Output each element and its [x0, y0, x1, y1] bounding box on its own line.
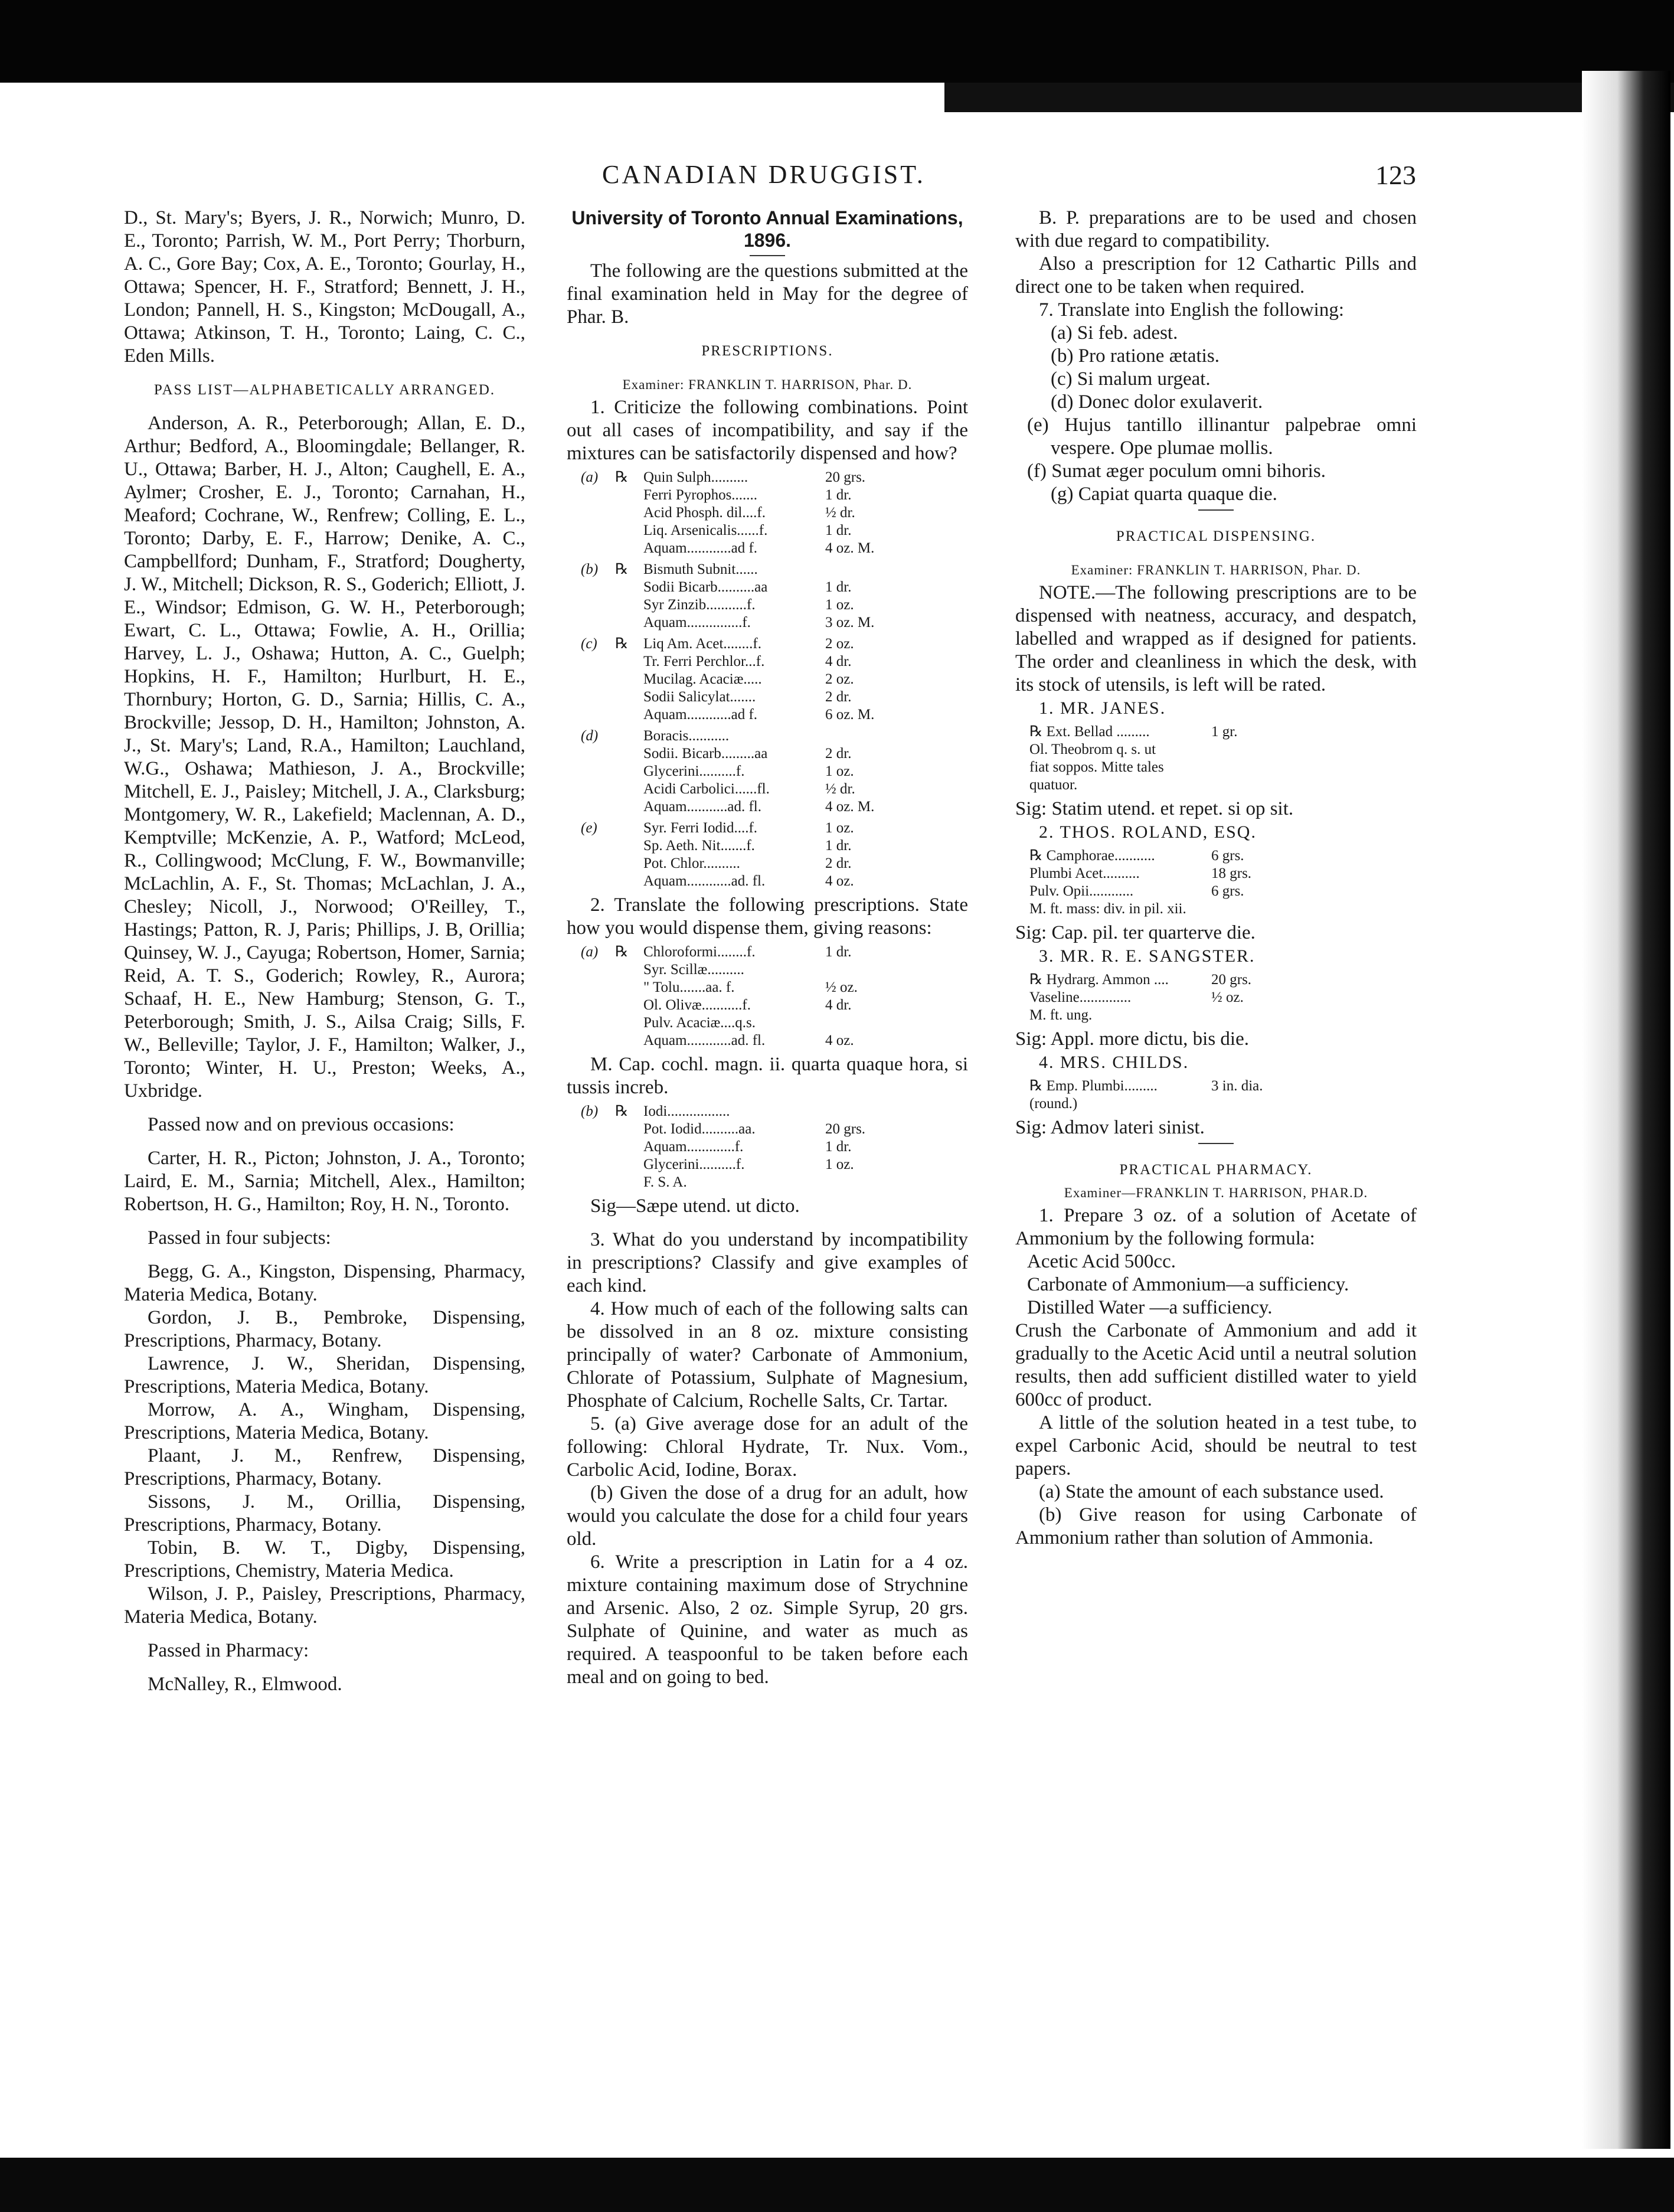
pharmacy-list: McNalley, R., Elmwood. [148, 1674, 342, 1695]
scan-border-top [0, 0, 1674, 83]
translation-item: (f) Sumat æger poculum omni bihoris. [1027, 460, 1326, 482]
prescription-1b: (b) ℞ Bismuth Subnit...... Sodii Bicarb..........aa 1 dr. Syr Zinzib...........f. 1 oz. Aquam...............f. 3 oz. M. [581, 561, 875, 630]
dispensing-1-prescription: ℞ Ext. Bellad ......... 1 gr. Ol. Theobrom q. s. ut fiat soppos. Mitte tales quatuor. [1029, 724, 1238, 793]
question-7-items [1027, 322, 1417, 506]
bp-note: B. P. preparations are to be used and chosen with due regard to compatibility. [1015, 207, 1417, 251]
translation-item: (d) Donec dolor exulaverit. [1051, 391, 1263, 413]
four-subjects-entry: Lawrence, J. W., Sheridan, Dispensing, Prescriptions, Materia Medica, Botany. [124, 1353, 525, 1397]
column-2 [567, 207, 968, 1689]
section-heading: PRACTICAL PHARMACY. [1119, 1162, 1313, 1178]
cathartic-note: Also a prescription for 12 Cathartic Pills and direct one to be taken when required. [1015, 253, 1417, 298]
translation-item: (b) Pro ratione ætatis. [1051, 345, 1219, 367]
formula-item: Acetic Acid 500cc. [1027, 1251, 1176, 1272]
page-number: 123 [1375, 160, 1416, 190]
examiner-line: Examiner—FRANKLIN T. HARRISON, PHAR.D. [1064, 1185, 1368, 1200]
prescription-2b-directions: Sig—Sæpe utend. ut dicto. [590, 1195, 800, 1217]
dispensing-2-sig: Sig: Cap. pil. ter quarterve die. [1015, 922, 1256, 943]
prescription-1a: (a) ℞ Quin Sulph.......... 20 grs. Ferri Pyrophos....... 1 dr. Acid Phosph. dil....f. ½ dr. Liq. Arsenicalis......f. 1 dr. Aquam............ad f. 4 oz. M. [581, 469, 875, 556]
question-4: 4. How much of each of the following salts can be dissolved in an 8 oz. mixture consisting principally of water? Carbonate of Ammonium, Chlorate of Potassium, Sulphate of Magnesium, Phosphate of Calcium, Rochelle Salts, Cr. Tartar. [567, 1298, 968, 1412]
four-subjects-heading: Passed in four subjects: [148, 1227, 331, 1249]
question-6: 6. Write a prescription in Latin for a 4 oz. mixture containing maximum dose of Strychnine and Arsenic. Also, 2 oz. Simple Syrup, 20 grs. Sulphate of Quinine, and water as much as required. A teaspoonful to be taken before each meal and on going to bed. [567, 1551, 968, 1688]
honours-list-continued: D., St. Mary's; Byers, J. R., Norwich; Munro, D. E., Toronto; Parrish, W. M., Port Perry; Thorburn, A. C., Gore Bay; Cox, A. E., Toronto; Gourlay, H., Ottawa; Spencer, H. F., Stratford; Bennett, J. H., London; Pannell, H. S., Kingston; McDougall, A., Ottawa; Atkinson, T. H., Toronto; Laing, C. C., Eden Mills. [124, 207, 525, 367]
dispensing-4-sig: Sig: Admov lateri sinist. [1015, 1117, 1205, 1138]
divider [750, 255, 785, 256]
dispensing-2-prescription: ℞ Camphorae........... 6 grs. Plumbi Acet.......... 18 grs. Pulv. Opii............ 6 grs. M. ft. mass: div. in pil. xii. [1029, 848, 1252, 917]
dispensing-3-sig: Sig: Appl. more dictu, bis die. [1015, 1028, 1249, 1050]
dispensing-2-patient: 2. THOS. ROLAND, ESQ. [1039, 822, 1257, 842]
column-3 [1015, 207, 1417, 1550]
prescription-1c: (c) ℞ Liq Am. Acet........f. 2 oz. Tr. Ferri Perchlor...f. 4 dr. Mucilag. Acaciæ..... 2 oz. Sodii Salicylat....... 2 dr. Aquam............ad f. 6 oz. M. [581, 636, 875, 723]
four-subjects-entry: Morrow, A. A., Wingham, Dispensing, Prescriptions, Materia Medica, Botany. [124, 1399, 525, 1443]
dispensing-3-patient: 3. MR. R. E. SANGSTER. [1039, 946, 1256, 966]
dispensing-3-prescription: ℞ Hydrarg. Ammon .... 20 grs. Vaseline.............. ½ oz. M. ft. ung. [1029, 972, 1252, 1023]
dispensing-1-sig: Sig: Statim utend. et repet. si op sit. [1015, 798, 1294, 819]
question-7: 7. Translate into English the following: [1039, 299, 1344, 321]
translation-item: (g) Capiat quarta quaque die. [1051, 483, 1277, 505]
question-2: 2. Translate the following prescriptions. State how you would dispense them, giving reasons: [567, 894, 968, 939]
translation-item: (c) Si malum urgeat. [1051, 368, 1211, 390]
section-heading: PRESCRIPTIONS. [701, 343, 833, 359]
four-subjects-entry: Gordon, J. B., Pembroke, Dispensing, Prescriptions, Pharmacy, Botany. [124, 1307, 525, 1351]
prescription-2a-directions: M. Cap. cochl. magn. ii. quarta quaque hora, si tussis increb. [567, 1054, 968, 1098]
dispensing-4-patient: 4. MRS. CHILDS. [1039, 1053, 1189, 1072]
running-title: CANADIAN DRUGGIST. [602, 160, 926, 189]
divider [1198, 509, 1234, 511]
question-3: 3. What do you understand by incompatibility in prescriptions? Classify and give examples of each kind. [567, 1229, 968, 1296]
divider [1198, 1143, 1234, 1144]
scan-border-top-right [944, 83, 1674, 112]
prescription-2a: (a) ℞ Chloroformi........f. 1 dr. Syr. Scillæ.......... " Tolu.......aa. f. ½ oz. Ol. Olivæ...........f. 4 dr. Pulv. Acaciæ....q.s. Aquam............ad. fl. 4 oz. [581, 944, 858, 1048]
question-5a: 5. (a) Give average dose for an adult of the following: Chloral Hydrate, Tr. Nux. Vom., Carbolic Acid, Iodine, Borax. [567, 1413, 968, 1481]
article-title: University of Toronto Annual Examinations, 1896. [571, 207, 963, 251]
four-subjects-entry: Begg, G. A., Kingston, Dispensing, Pharmacy, Materia Medica, Botany. [124, 1261, 525, 1305]
dispensing-1-patient: 1. MR. JANES. [1039, 698, 1166, 718]
translation-item: (e) Hujus tantillo illinantur palpebrae omni vespere. Ope plumae mollis. [1027, 414, 1417, 459]
question-1: 1. Criticize the following combinations. Point out all cases of incompatibility, and say if the mixtures can be satisfactorily dispensed and how? [567, 397, 968, 464]
pharmacy-heading: Passed in Pharmacy: [148, 1640, 309, 1661]
section-heading: PRACTICAL DISPENSING. [1116, 528, 1316, 544]
scan-border-bottom [0, 2158, 1674, 2212]
pharmacy-question-1b: (b) Give reason for using Carbonate of Ammonium rather than solution of Ammonia. [1015, 1504, 1417, 1548]
pharmacy-question-1: 1. Prepare 3 oz. of a solution of Acetate of Ammonium by the following formula: [1015, 1205, 1417, 1249]
article-intro: The following are the questions submitted at the final examination held in May for the degree of Phar. B. [567, 260, 968, 328]
pass-list-heading: PASS LIST—ALPHABETICALLY ARRANGED. [153, 382, 496, 398]
translation-item: (a) Si feb. adest. [1051, 322, 1178, 344]
pass-list: Anderson, A. R., Peterborough; Allan, E. D., Arthur; Bedford, A., Bloomingdale; Bellanger, R. U., Ottawa; Barber, H. J., Alton; Caughell, E. A., Aylmer; Crosher, E. J., Toronto; Carnahan, H., Meaford; Cochrane, W., Renfrew; Colling, E. L., Toronto; Darby, E. F., Harrow; Denike, A. C., Campbellford; Dunham, F., Stratford; Dougherty, J. W., Mitchell; Dickson, R. S., Goderich; Elliott, J. E., Windsor; Edmison, G. W. H., Peterborough; Ewart, C. L., Ottawa; Fowlie, A. H., Orillia; Harvey, L. J., Oshawa; Hutton, A. C., Guelph; Hopkins, H. F., Hamilton; Hurlburt, H. E., Thornbury; Horton, G. D., Sarnia; Hillis, C. A., Brockville; Jessop, D. H., Hamilton; Johnston, A. J., St. Mary's; Land, R.A., Hamilton; Lauchland, W.G., Oshawa; Mathieson, J. A., Brockville; Mitchell, E. J., Paisley; Mitchell, J. A., Clarksburg; Montgomery, W. R., Lakefield; Maclennan, A. D., Kemptville; McKenzie, A. P., Watford; McLeod, R., Collingwood; McClung, F. W., Bowmanville; McLachlin, A. F., St. Thomas; McLachlan, J. A., Chesley; Nicoll, J., Norwood; O'Reilley, T., Hastings; Patton, R. J, Paris; Phillips, J. B, Orillia; Quinsey, W. J., Cayuga; Robertson, Homer, Sarnia; Reid, A. T. S., Goderich; Rowley, R., Aurora; Schaaf, H. E., New Hamburg; Stenson, G. T., Peterborough; Smith, J. S., Ailsa Craig; Sills, F. W., Belleville; Taylor, J. F., Hamilton; Walker, J., Toronto; Winter, H. U., Preston; Weeks, A., Uxbridge. [124, 413, 525, 1102]
examiner-line: Examiner: FRANKLIN T. HARRISON, Phar. D. [1071, 563, 1361, 577]
prescription-2b: (b) ℞ Iodi................. Pot. Iodid..........aa. 20 grs. Aquam.............f. 1 dr. Glycerini..........f. 1 oz. F. S. A. [581, 1103, 866, 1190]
prescription-1e: (e) Syr. Ferri Iodid....f. 1 oz. Sp. Aeth. Nit.......f. 1 dr. Pot. Chlor.......... 2 dr. Aquam............ad. fl. 4 oz. [581, 820, 854, 889]
formula-item: Carbonate of Ammonium—a sufficiency. [1027, 1274, 1349, 1295]
four-subjects-entry: Sissons, J. M., Orillia, Dispensing, Prescriptions, Pharmacy, Botany. [124, 1491, 525, 1535]
four-subjects-entry: Wilson, J. P., Paisley, Prescriptions, Pharmacy, Materia Medica, Botany. [124, 1583, 525, 1628]
pharmacy-test: A little of the solution heated in a test tube, to expel Carbonic Acid, should be neutral to test papers. [1015, 1412, 1417, 1479]
scan-border-right [1582, 71, 1670, 2149]
previous-occasions-heading: Passed now and on previous occasions: [148, 1114, 455, 1135]
column-1 [124, 207, 525, 1696]
four-subjects-entry: Plaant, J. M., Renfrew, Dispensing, Prescriptions, Pharmacy, Botany. [124, 1445, 525, 1489]
formula-item: Distilled Water —a sufficiency. [1027, 1297, 1273, 1318]
examiner-line: Examiner: FRANKLIN T. HARRISON, Phar. D. [622, 377, 913, 392]
pharmacy-question-1a: (a) State the amount of each substance used. [1039, 1481, 1384, 1502]
dispensing-4-prescription: ℞ Emp. Plumbi......... 3 in. dia. (round.) [1029, 1078, 1263, 1112]
dispensing-note: NOTE.—The following prescriptions are to be dispensed with neatness, accuracy, and despatch, labelled and wrapped as if designed for patients. The order and cleanliness in which the desk, with its stock of utensils, is left will be rated. [1015, 582, 1417, 695]
question-5b: (b) Given the dose of a drug for an adult, how would you calculate the dose for a child four years old. [567, 1482, 968, 1550]
pharmacy-instructions: Crush the Carbonate of Ammonium and add it gradually to the Acetic Acid until a neutral solution results, then add sufficient distilled water to yield 600cc of product. [1015, 1320, 1417, 1410]
four-subjects-entry: Tobin, B. W. T., Digby, Dispensing, Prescriptions, Chemistry, Materia Medica. [124, 1537, 525, 1582]
formula [1027, 1250, 1417, 1319]
prescription-1d: (d) Boracis........... Sodii. Bicarb.........aa 2 dr. Glycerini..........f. 1 oz. Acidi Carbolici......fl. ½ dr. Aquam...........ad. fl. 4 oz. M. [581, 728, 875, 815]
previous-occasions-list: Carter, H. R., Picton; Johnston, J. A., Toronto; Laird, E. M., Sarnia; Mitchell, Alex., Hamilton; Robertson, H. G., Hamilton; Roy, H. N., Toronto. [124, 1148, 525, 1215]
